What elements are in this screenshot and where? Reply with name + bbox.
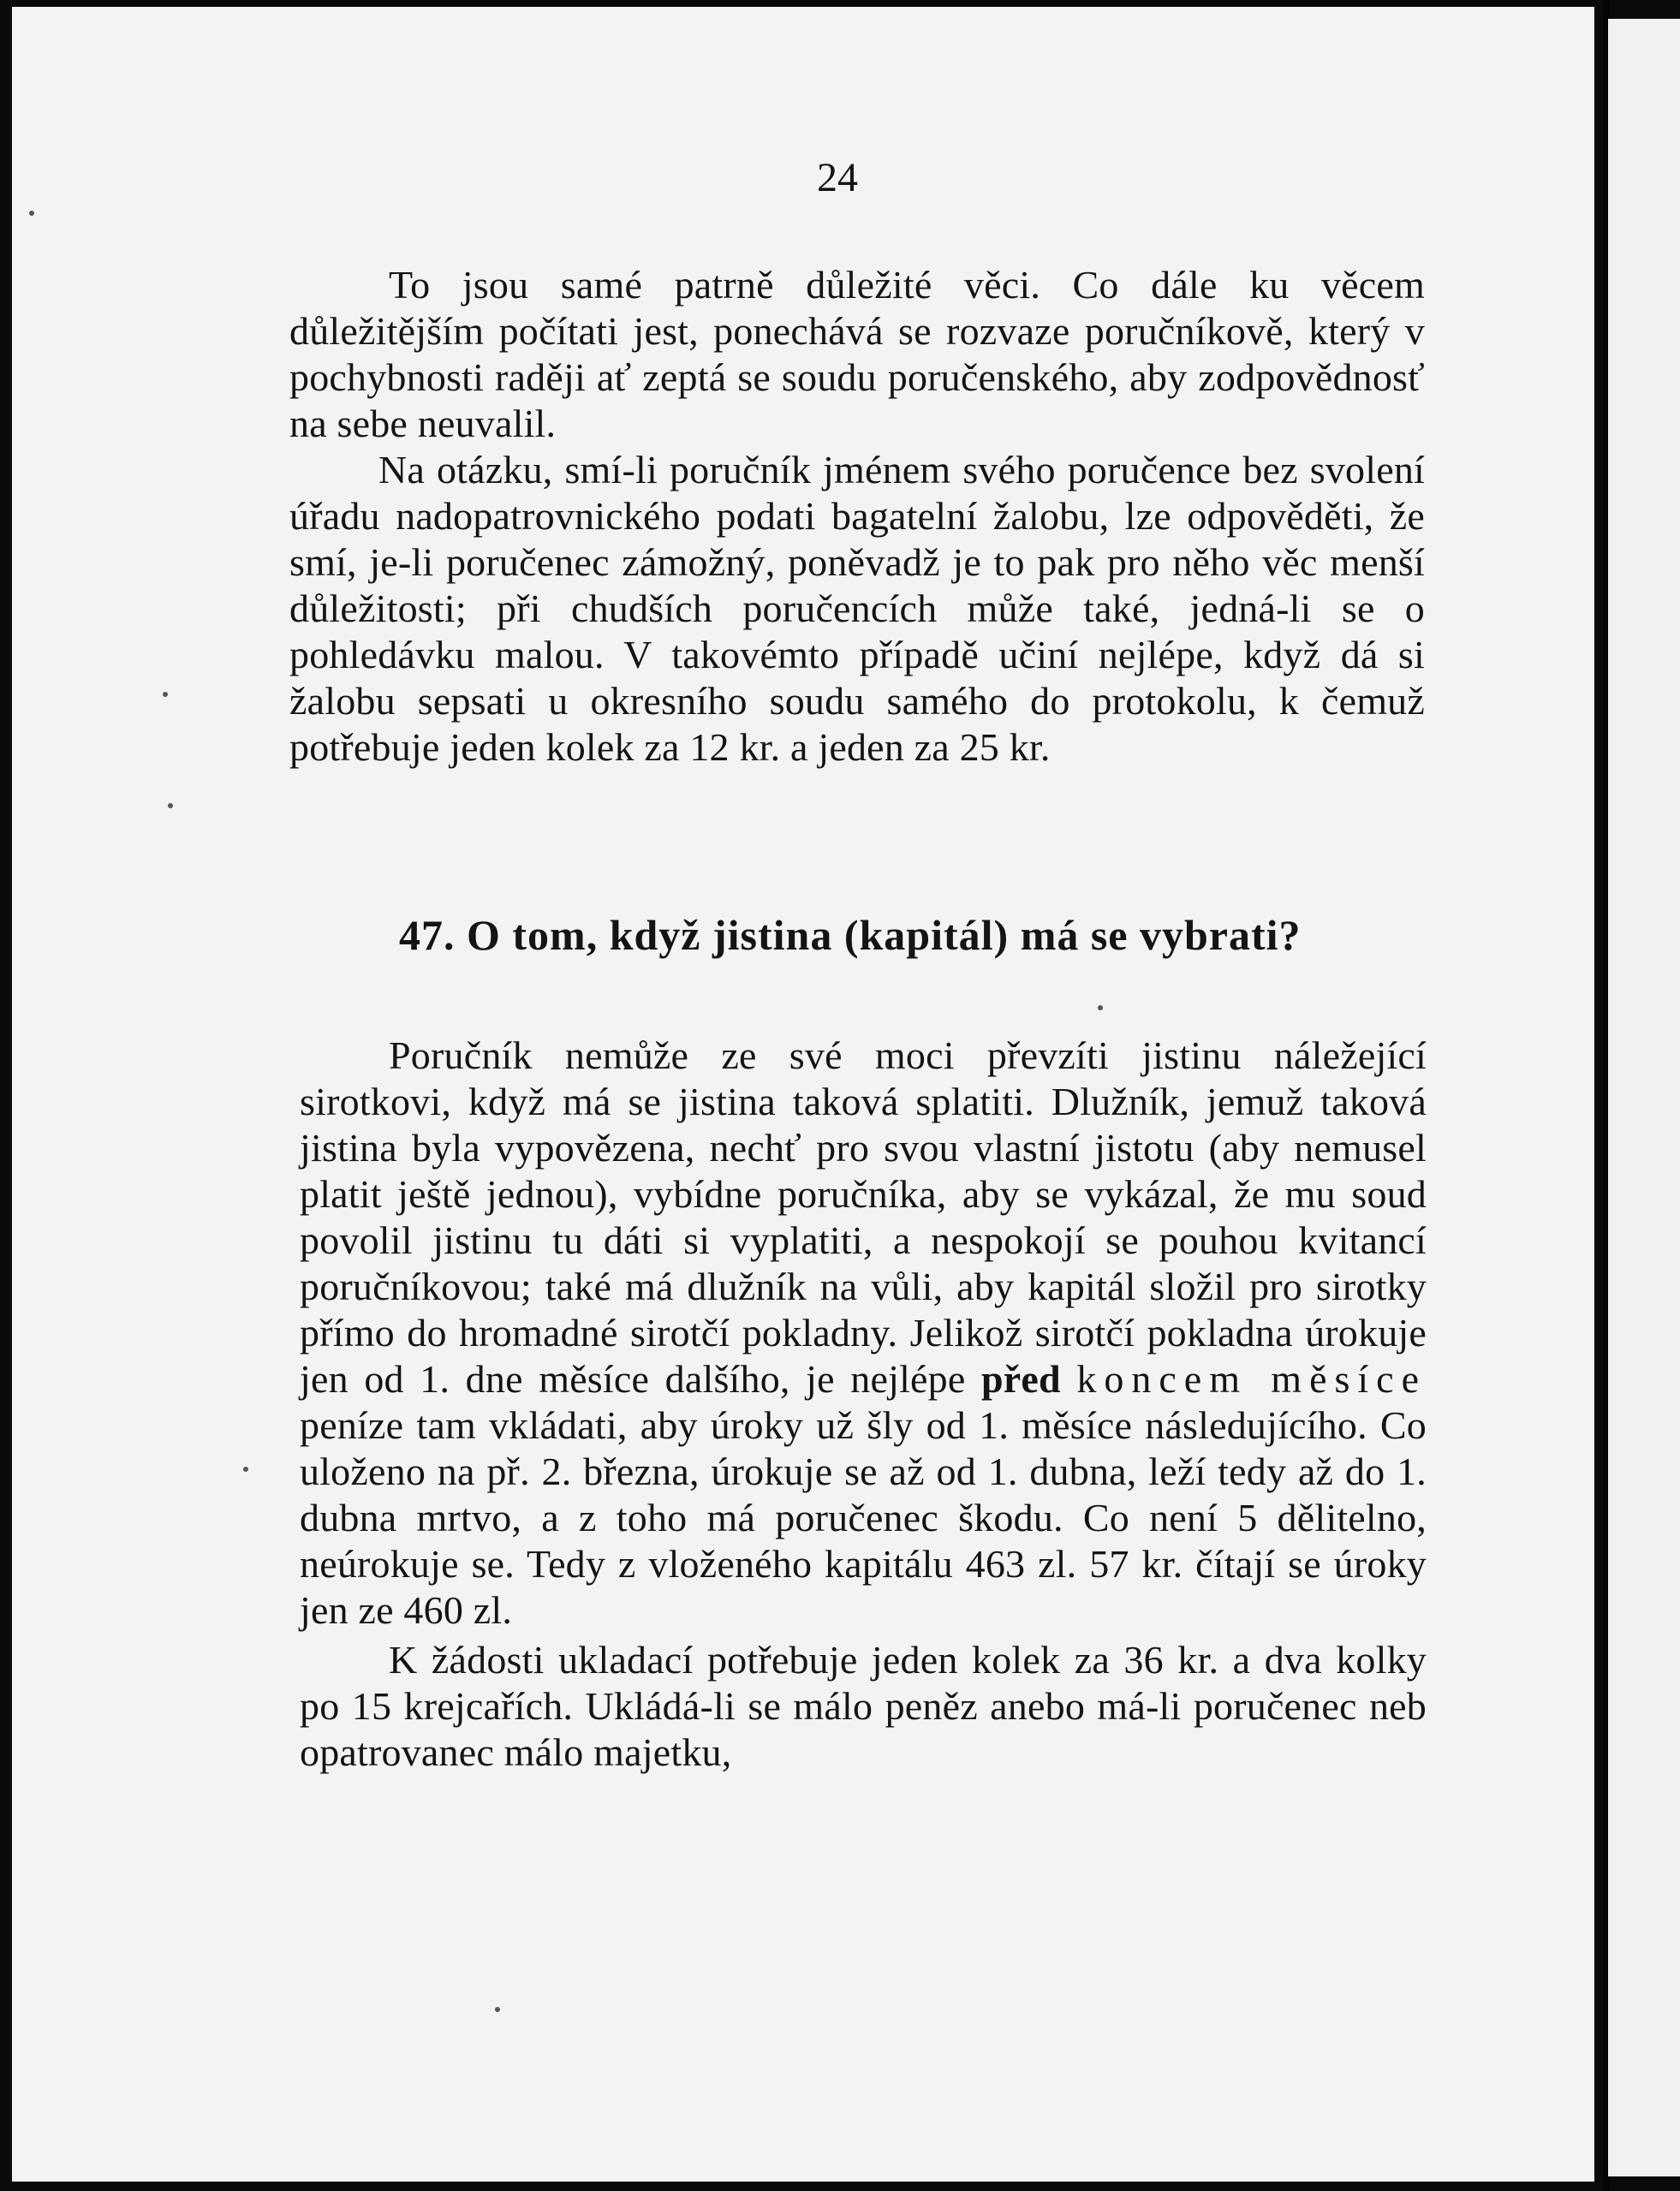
paragraph-deposit-request: K žádosti ukladací potřebuje jeden kolek za 36 kr. a dva kolky po 15 krejcařích. Ukládá-li se málo peněz anebo má-li poručenec neb opatrovanec málo majetku, — [300, 1638, 1427, 1774]
print-speck — [1098, 1005, 1103, 1010]
print-speck — [243, 1467, 248, 1472]
paragraph-importance: To jsou samé patrně důležité věci. Co dále ku věcem důležitějším počítati jest, ponechává se rozvaze poručníkově, který v pochybnosti raději ať zeptá se soudu poručenského, aby zodpovědnosť na sebe neuvalil. — [289, 263, 1425, 445]
page-number: 24 — [817, 155, 858, 200]
print-speck — [168, 803, 173, 808]
emphasis-spaced: koncem měsíce — [1076, 1357, 1427, 1401]
section-heading: 47. O tom, když jistina (kapitál) má se vybrati? — [399, 911, 1302, 959]
book-page — [12, 7, 1594, 2182]
paragraph-text-part: peníze tam vkládati, aby úroky už šly od 1. měsíce následujícího. Co uloženo na př. 2. března, úrokuje se až od 1. dubna, leží tedy až do 1. dubna mrtvo, a z toho má poručenec škodu. Co není 5 dělitelno, neúrokuje se. Tedy z vloženého kapitálu 463 zl. 57 kr. čítají se úroky jen ze 460 zl. — [300, 1403, 1427, 1632]
print-speck — [29, 211, 34, 216]
print-speck — [495, 2007, 500, 2012]
print-speck — [163, 692, 168, 697]
paragraph-bagatelle-lawsuit: Na otázku, smí-li poručník jménem svého poručence bez svolení úřadu nadopatrovnického podati bagatelní žalobu, lze odpověděti, že smí, je-li poručenec zámožný, poněvadž je to pak pro něho věc menší důležitosti; při chudších poručencích může také, jedná-li se o pohledávku malou. V takovémto případě učiní nejlépe, když dá si žalobu sepsati u okresního soudu samého do protokolu, k čemuž potřebuje jeden kolek za 12 kr. a jeden za 25 kr. — [289, 448, 1425, 769]
section-47-body — [300, 1033, 1427, 1776]
paragraph-capital-withdrawal — [300, 1033, 1427, 1634]
section-47 — [300, 911, 1427, 959]
paragraph-text-part: Poručník nemůže ze své moci převzíti jistinu náležející sirotkovi, když má se jistina taková splatiti. Dlužník, jemuž taková jistina byla vypovězena, nechť pro svou vlastní jistotu (aby nemusel platit ještě jednou), vybídne poručníka, aby se vykázal, že mu soud povolil jistinu tu dáti si vyplatiti, a nespokojí se pouhou kvitancí poručníkovou; také má dlužník na vůli, aby kapitál složil pro sirotky přímo do hromadné sirotčí pokladny. Jelikož sirotčí pokladna úrokuje jen od 1. dne měsíce dalšího, je nejlépe — [300, 1033, 1427, 1401]
body-text-top — [289, 262, 1425, 771]
adjacent-page-edge — [1608, 19, 1680, 2176]
emphasis-bold: před — [981, 1357, 1061, 1401]
